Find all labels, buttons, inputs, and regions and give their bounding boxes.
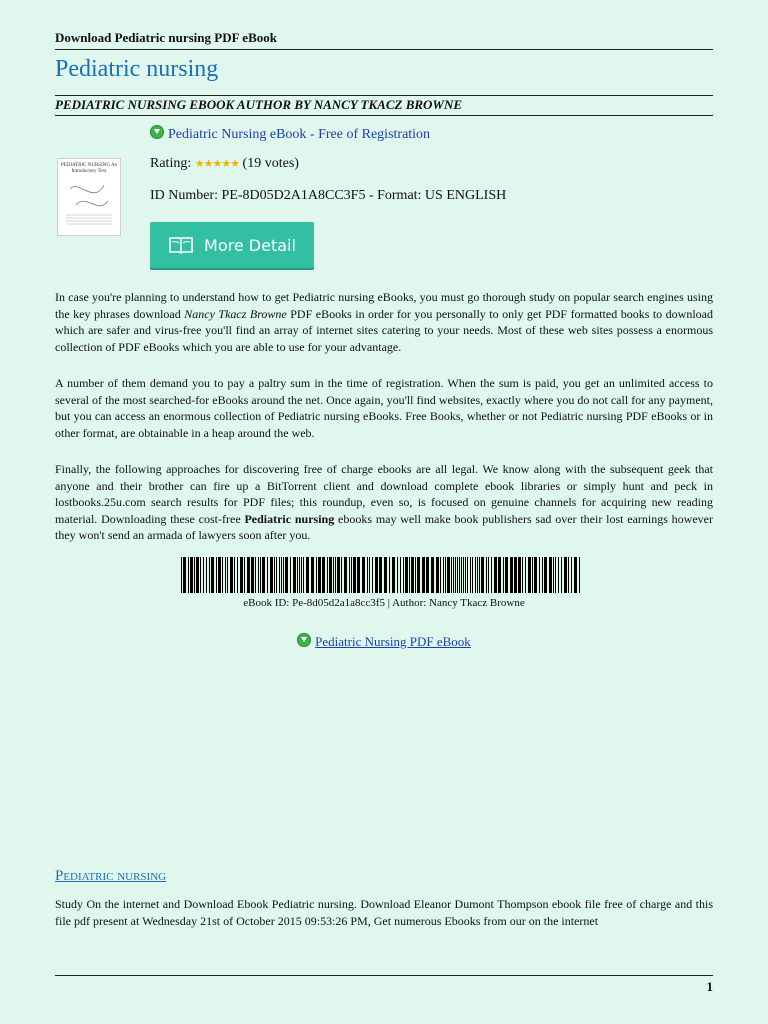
barcode-bar: [209, 557, 210, 593]
barcode-bar: [455, 557, 456, 593]
book-title-bold: Pediatric nursing: [244, 511, 335, 526]
legal-paragraph: [55, 461, 713, 544]
barcode-bar: [465, 557, 466, 593]
barcode-bar: [240, 557, 243, 593]
barcode-bar: [436, 557, 439, 593]
barcode-bar: [558, 557, 559, 593]
barcode-bar: [200, 557, 201, 593]
barcode-bar: [375, 557, 378, 593]
free-registration-link[interactable]: [150, 125, 430, 143]
barcode-bar: [447, 557, 450, 593]
barcode-image: [181, 557, 585, 593]
barcode-bar: [318, 557, 321, 593]
barcode-bar: [411, 557, 414, 593]
open-book-icon: [168, 235, 194, 255]
barcode-bar: [463, 557, 464, 593]
barcode-bar: [498, 557, 501, 593]
barcode-bar: [255, 557, 256, 593]
barcode-bar: [274, 557, 275, 593]
barcode-bar: [470, 557, 471, 593]
barcode-bar: [372, 557, 373, 593]
barcode-bar: [322, 557, 325, 593]
cover-illustration: [58, 175, 120, 231]
barcode-bar: [488, 557, 489, 593]
barcode-bar: [216, 557, 217, 593]
pdf-ebook-link[interactable]: [0, 633, 768, 650]
barcode-bar: [422, 557, 425, 593]
barcode-bar: [206, 557, 207, 593]
barcode-bar: [227, 557, 228, 593]
barcode-bar: [426, 557, 429, 593]
barcode-bar: [329, 557, 332, 593]
barcode-bar: [479, 557, 480, 593]
barcode-bar: [290, 557, 291, 593]
running-header: Download Pediatric nursing PDF eBook: [55, 30, 713, 50]
barcode-bar: [431, 557, 434, 593]
barcode-bar: [491, 557, 492, 593]
barcode-bar: [303, 557, 304, 593]
id-format-line: ID Number: PE-8D05D2A1A8CC3F5 - Format: US ENGLISH: [150, 188, 507, 203]
barcode-bar: [467, 557, 468, 593]
download-arrow-icon: [297, 633, 311, 647]
barcode-bar: [230, 557, 233, 593]
more-detail-label: More Detail: [204, 235, 296, 255]
barcode-bar: [225, 557, 226, 593]
barcode-bar: [353, 557, 356, 593]
barcode-bar: [553, 557, 554, 593]
barcode-bar: [211, 557, 214, 593]
barcode-bar: [357, 557, 360, 593]
barcode-bar: [283, 557, 284, 593]
barcode-bar: [369, 557, 370, 593]
barcode-bar: [532, 557, 533, 593]
barcode-bar: [555, 557, 556, 593]
barcode-bar: [234, 557, 235, 593]
barcode-bar: [457, 557, 458, 593]
page-title: Pediatric nursing: [55, 56, 219, 82]
barcode-bar: [258, 557, 259, 593]
barcode-bar: [564, 557, 567, 593]
barcode-bar: [571, 557, 572, 593]
barcode-bar: [451, 557, 452, 593]
barcode-bar: [389, 557, 390, 593]
barcode-bar: [505, 557, 508, 593]
barcode-bar: [549, 557, 552, 593]
barcode-bar: [188, 557, 189, 593]
barcode-bar: [459, 557, 460, 593]
download-arrow-icon: [150, 125, 164, 139]
barcode-bar: [306, 557, 309, 593]
barcode-bar: [196, 557, 199, 593]
download-info-paragraph: Study On the internet and Download Ebook Pediatric nursing. Download Eleanor Dumont Thompson ebook file free of charge and this file pdf present at Wednesday 21st of October 2015 09:53:26 PM, Get numerous Ebooks from our on the internet: [55, 897, 713, 928]
barcode-bar: [579, 557, 580, 593]
barcode-bar: [534, 557, 537, 593]
barcode-bar: [327, 557, 328, 593]
barcode-bar: [247, 557, 250, 593]
barcode-bar: [510, 557, 513, 593]
barcode-bar: [267, 557, 268, 593]
barcode-bar: [514, 557, 517, 593]
barcode-bar: [337, 557, 340, 593]
barcode-bar: [194, 557, 195, 593]
barcode-bar: [311, 557, 314, 593]
barcode-bar: [262, 557, 265, 593]
barcode-bar: [301, 557, 302, 593]
barcode-bar: [392, 557, 395, 593]
barcode-bar: [544, 557, 547, 593]
barcode-bar: [503, 557, 504, 593]
barcode-bar: [403, 557, 404, 593]
more-detail-button[interactable]: [150, 222, 314, 268]
footer-rule: [55, 975, 713, 976]
barcode-bar: [222, 557, 223, 593]
barcode-bar: [281, 557, 282, 593]
barcode-bar: [218, 557, 221, 593]
page-number: 1: [706, 979, 713, 994]
barcode-bar: [367, 557, 368, 593]
barcode-bar: [477, 557, 478, 593]
barcode-bar: [409, 557, 410, 593]
barcode-bar: [518, 557, 521, 593]
barcode-bar: [528, 557, 531, 593]
barcode-bar: [333, 557, 334, 593]
text-run: In case you're planning to understand how to get Pediatric nursing eBooks, you must go thorough study on popular search engines using the key phrases download: [55, 290, 713, 321]
barcode-bar: [475, 557, 476, 593]
barcode-bar: [417, 557, 420, 593]
barcode-bar: [293, 557, 296, 593]
intro-paragraph: [55, 289, 713, 355]
free-registration-link-label: Pediatric Nursing eBook - Free of Registration: [168, 127, 431, 142]
barcode-bar: [440, 557, 441, 593]
barcode-bar: [260, 557, 261, 593]
barcode-bar: [481, 557, 484, 593]
barcode-bar: [561, 557, 562, 593]
barcode-bar: [397, 557, 398, 593]
barcode-bar: [203, 557, 204, 593]
barcode-bar: [181, 557, 182, 593]
payment-paragraph: A number of them demand you to pay a paltry sum in the time of registration. When the sum is paid, you get an unlimited access to several of the most searched-for eBooks around the net. Once again, you'll find websites, exactly where you do not call for any payment, but you can access an enormous collection of Pediatric nursing eBooks. Free Books, whether or not Pediatric nursing PDF eBooks or in other format, are obtainable in a heap around the web.: [55, 376, 713, 440]
barcode-bar: [379, 557, 382, 593]
barcode-bar: [542, 557, 543, 593]
barcode-bar: [486, 557, 487, 593]
barcode-bar: [351, 557, 352, 593]
barcode-bar: [415, 557, 416, 593]
text-run: Finally, the following approaches for discovering free of charge ebooks are all legal. We know along with the subsequent geek that anyone and their brother can fire up a BitTorrent client and download complete ebook libraries or simply hunt and peck in lostbooks.25u.com search results for PDF files; this roundup, even so, is focused on genuine channels for acquiring new reading material. Downloading these cost-free: [55, 462, 713, 526]
barcode-bar: [349, 557, 350, 593]
barcode-bar: [405, 557, 408, 593]
ebook-id-caption: eBook ID: Pe-8d05d2a1a8cc3f5 | Author: Nancy Tkacz Browne: [243, 597, 525, 609]
book-cover-image: [57, 158, 121, 236]
barcode-bar: [344, 557, 347, 593]
barcode-bar: [190, 557, 193, 593]
barcode-bar: [568, 557, 569, 593]
barcode-bar: [445, 557, 446, 593]
barcode-bar: [335, 557, 336, 593]
barcode-bar: [362, 557, 365, 593]
barcode-bar: [183, 557, 186, 593]
barcode-bar: [237, 557, 238, 593]
barcode-bar: [285, 557, 288, 593]
author-subtitle: PEDIATRIC NURSING EBOOK AUTHOR BY NANCY TKACZ BROWNE: [55, 95, 713, 116]
rating-label: Rating:: [150, 156, 192, 171]
barcode-bar: [539, 557, 540, 593]
rating-row: [150, 156, 299, 172]
author-name-italic: Nancy Tkacz Browne: [184, 306, 287, 321]
barcode-bar: [297, 557, 298, 593]
barcode-bar: [384, 557, 387, 593]
barcode-bar: [453, 557, 454, 593]
barcode-bar: [522, 557, 523, 593]
barcode-bar: [574, 557, 577, 593]
barcode-bar: [400, 557, 401, 593]
pdf-ebook-link-label: Pediatric Nursing PDF eBook: [315, 634, 471, 649]
barcode-bar: [276, 557, 277, 593]
rating-votes: (19 votes): [242, 156, 299, 171]
barcode-bar: [472, 557, 473, 593]
barcode-bar: [316, 557, 317, 593]
barcode-bar: [341, 557, 342, 593]
barcode-bar: [251, 557, 254, 593]
cover-title: PEDIATRIC NURSING An Introductory Text: [60, 163, 118, 174]
text-run: ebooks may well make book publishers sad over their lost earnings however they won't send an armada of lawyers soon after you.: [55, 511, 713, 542]
star-rating-icon: ★★★★★: [194, 158, 240, 170]
barcode-bar: [270, 557, 273, 593]
barcode-bar: [525, 557, 526, 593]
barcode-bar: [279, 557, 280, 593]
barcode-bar: [494, 557, 497, 593]
barcode-bar: [461, 557, 462, 593]
barcode-bar: [244, 557, 245, 593]
barcode-bar: [443, 557, 444, 593]
section-title-link[interactable]: Pediatric nursing: [55, 868, 167, 884]
barcode-bar: [299, 557, 300, 593]
text-run: PDF eBooks in order for you personally to only get PDF formatted books to download which are safer and virus-free you'll find an array of internet sites catering to your needs. Most of these web sites possess a enormous collection of PDF eBooks which you are able to use for your advantage.: [55, 306, 713, 354]
